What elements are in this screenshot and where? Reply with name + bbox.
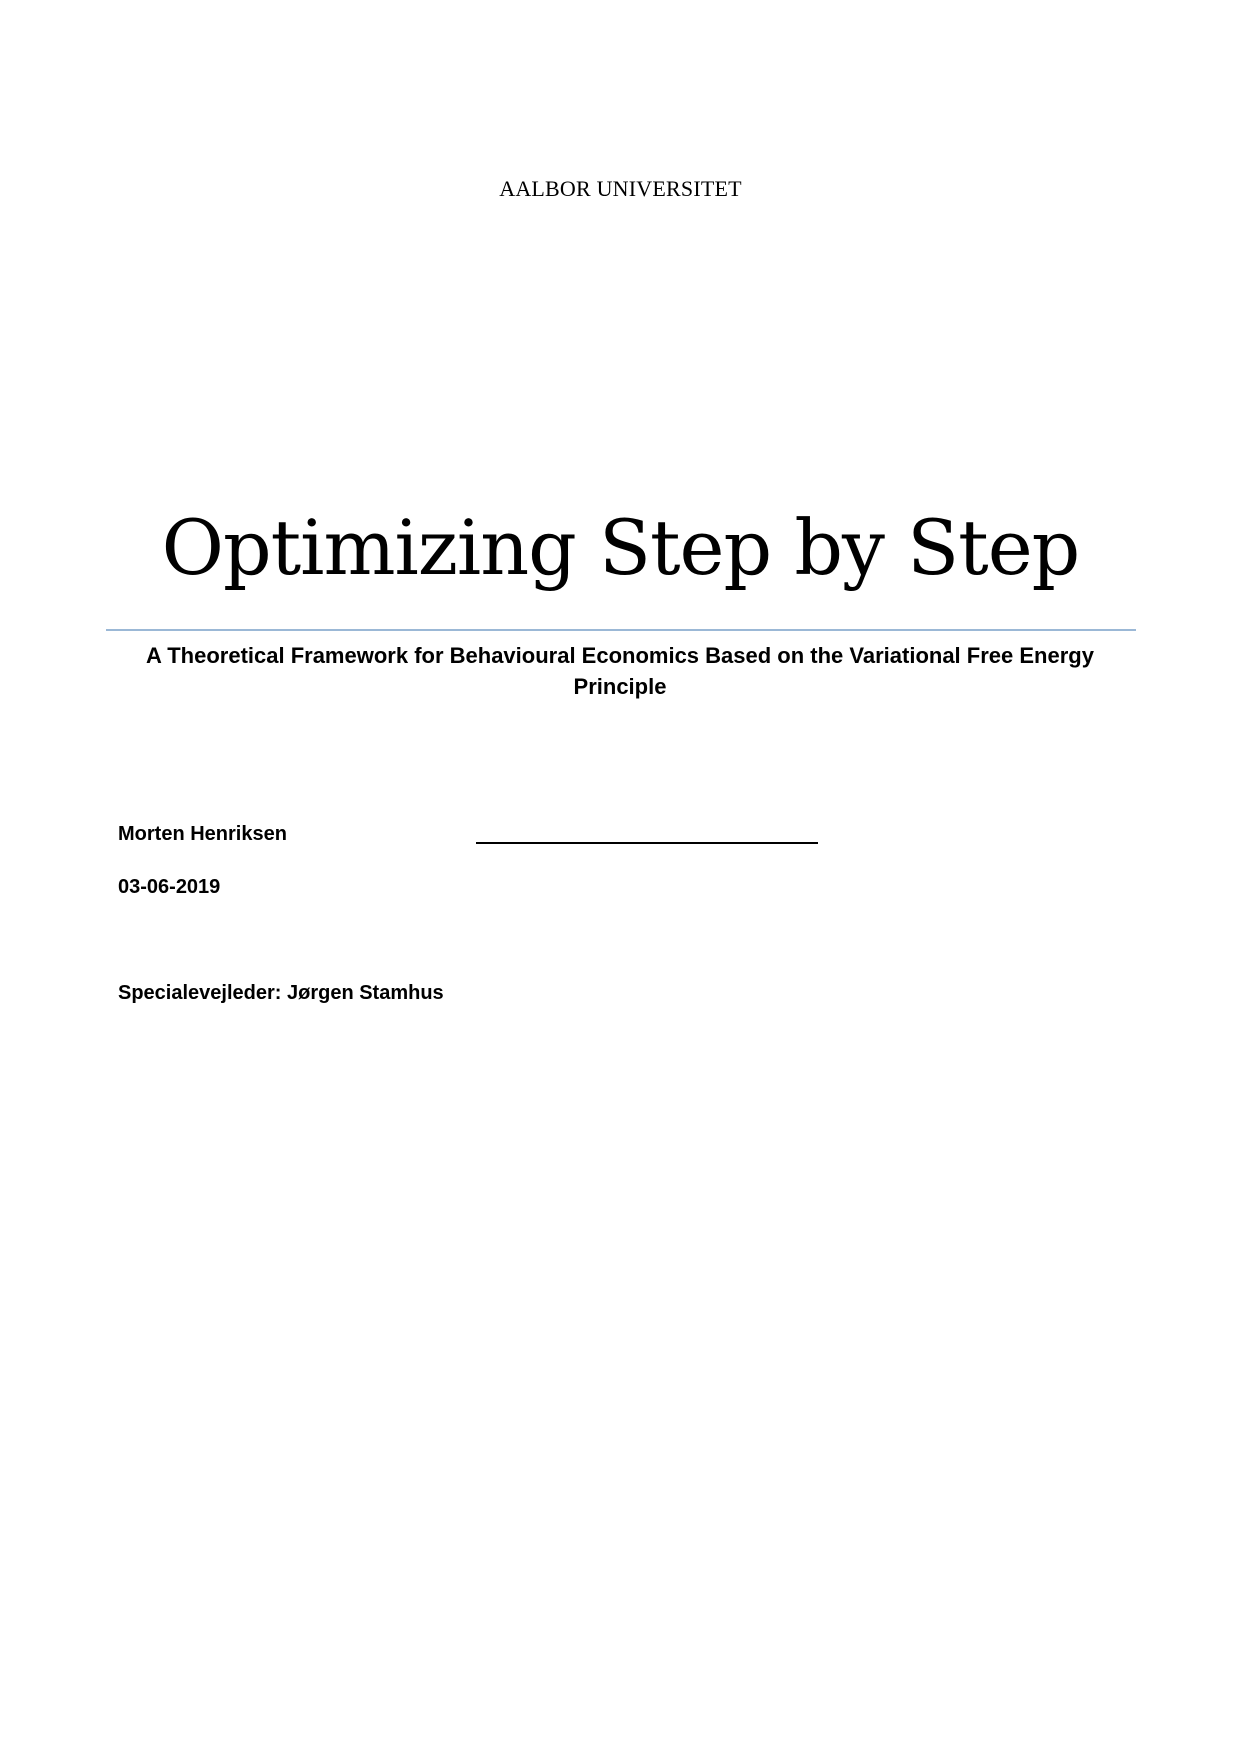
university-name: AALBOR UNIVERSITET [499, 176, 742, 201]
document-subtitle: A Theoretical Framework for Behavioural Economics Based on the Variational Free Energy Principle [146, 643, 1094, 699]
document-title: Optimizing Step by Step [161, 503, 1080, 592]
title-divider [106, 629, 1136, 631]
supervisor-line: Specialevejleder: Jørgen Stamhus [118, 982, 444, 1004]
submission-date: 03-06-2019 [118, 876, 221, 898]
author-name: Morten Henriksen [118, 823, 287, 845]
signature-line [476, 842, 818, 844]
